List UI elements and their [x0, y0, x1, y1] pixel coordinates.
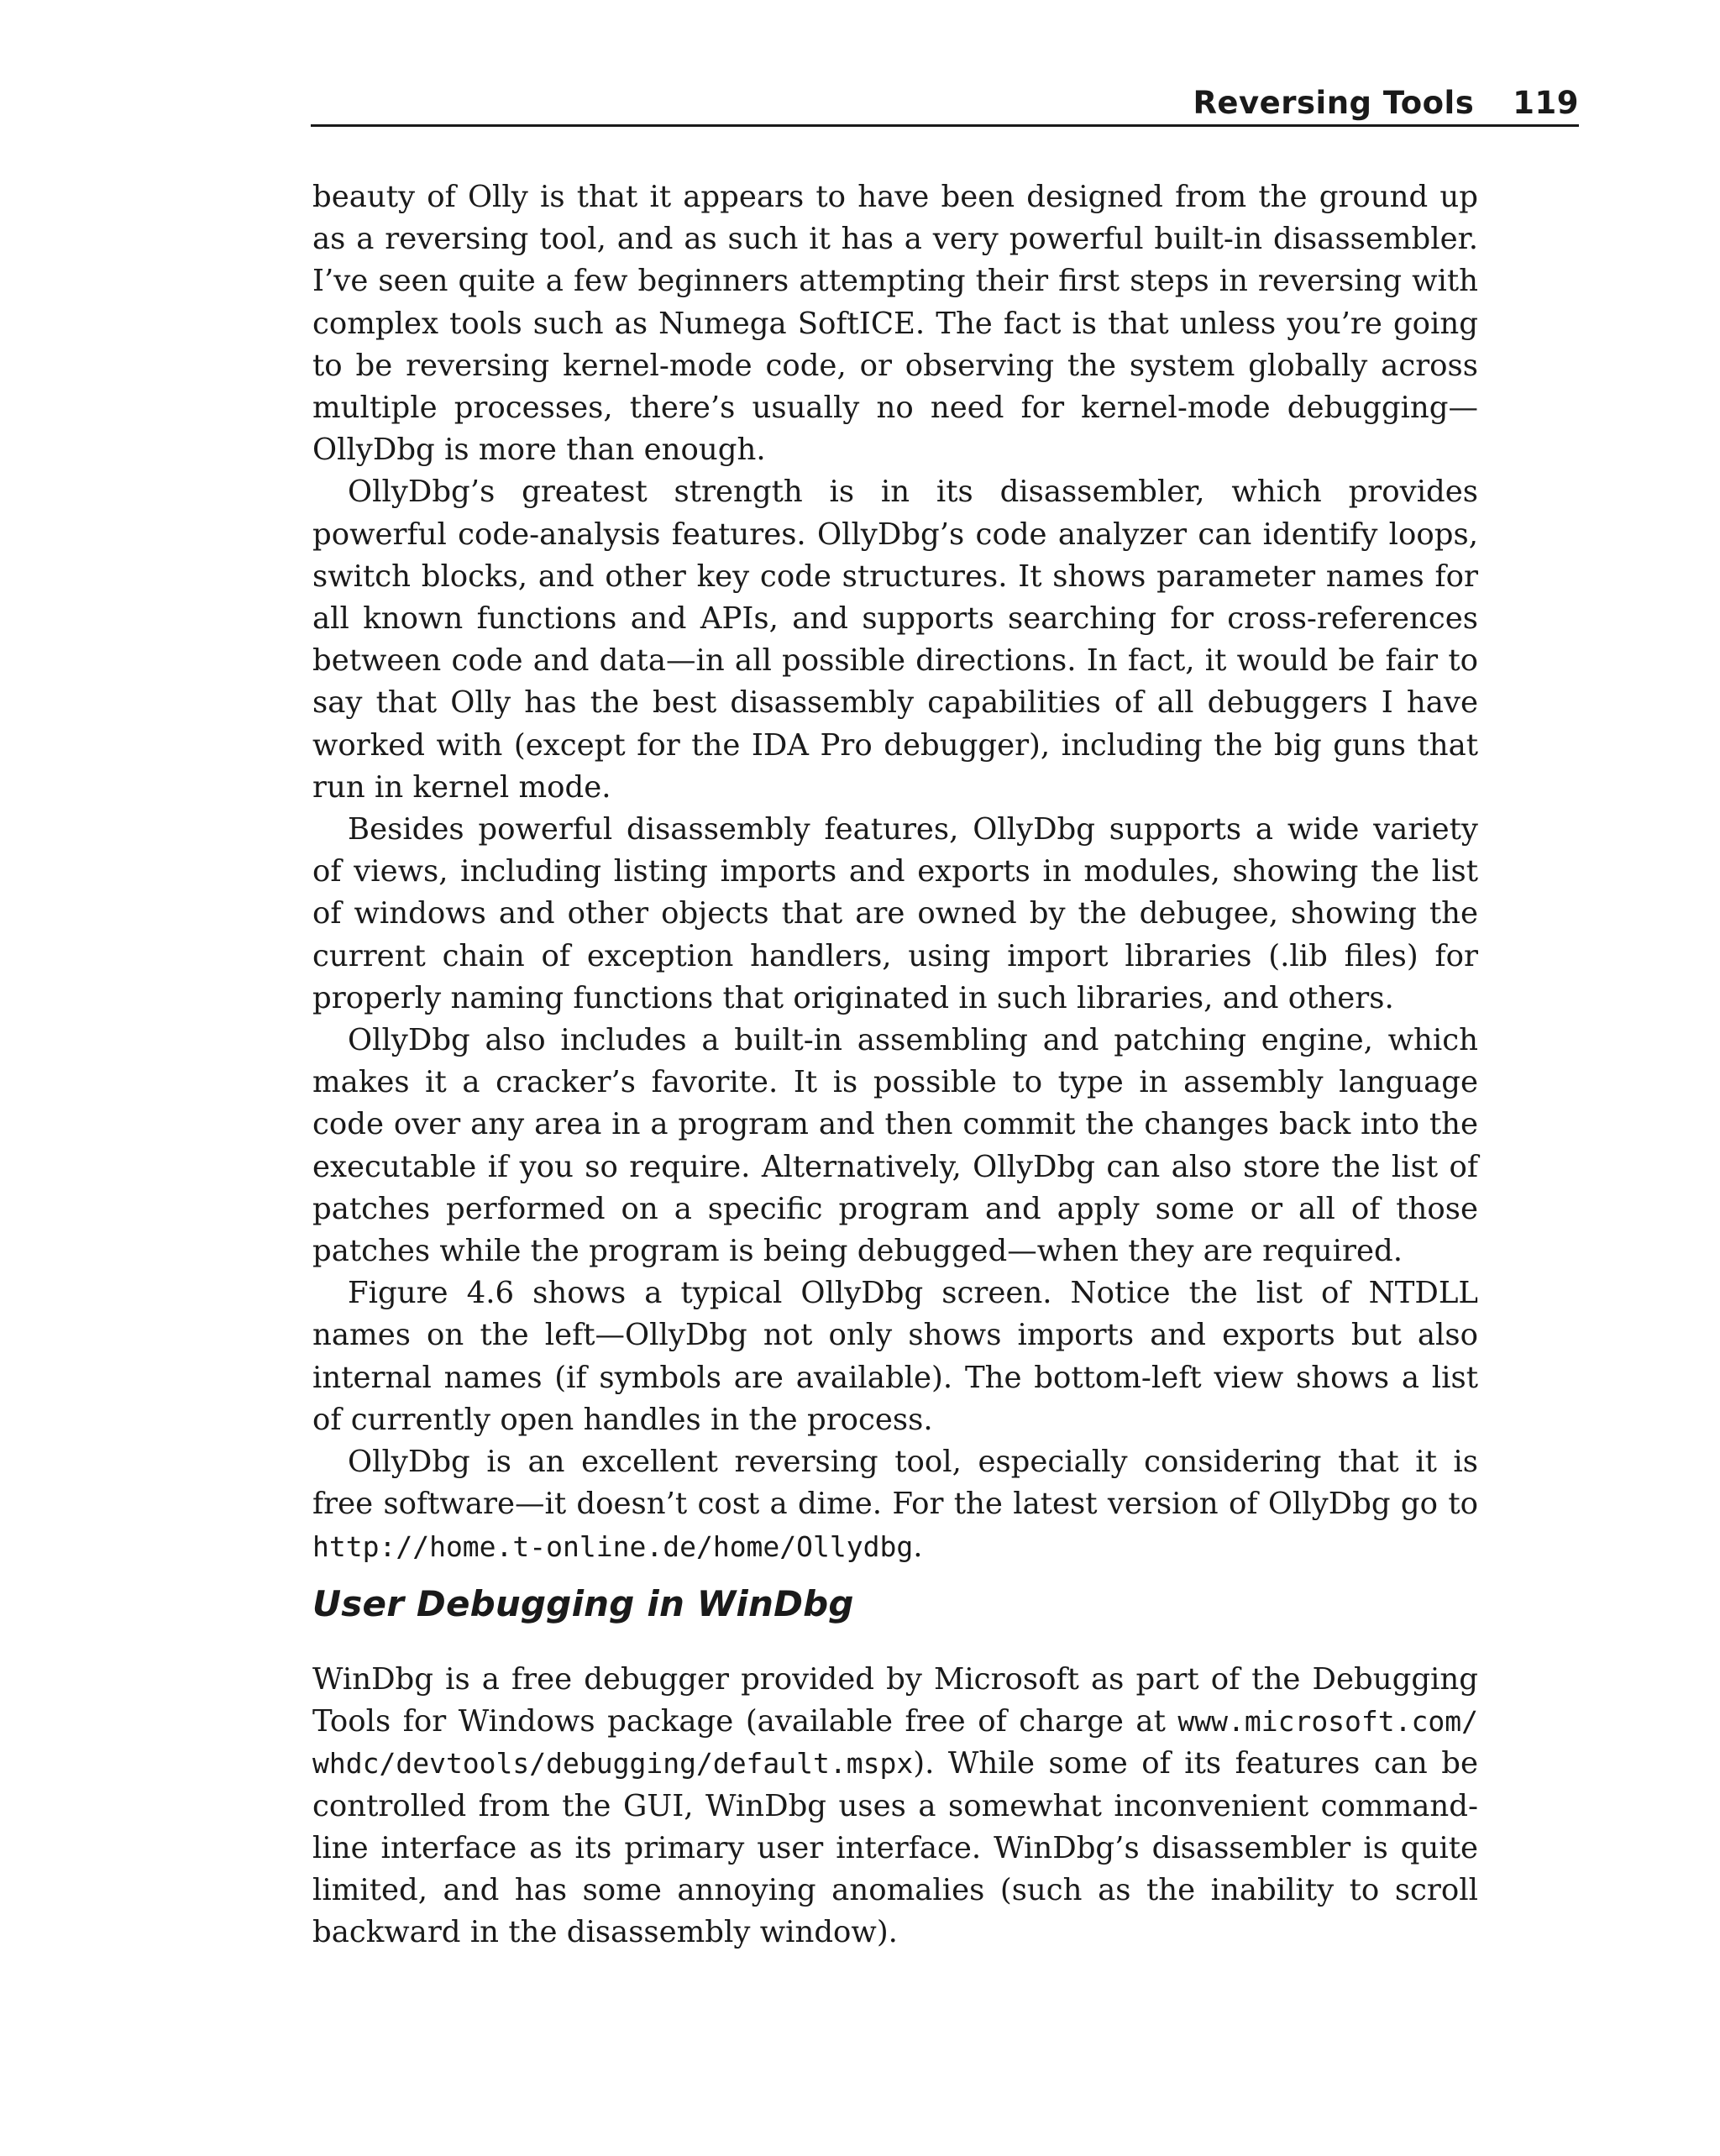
paragraph-windbg	[312, 1659, 1478, 1954]
section-heading: User Debugging in WinDbg	[312, 1583, 854, 1624]
body-text	[312, 176, 1478, 1568]
paragraph-text: .	[913, 1529, 923, 1564]
paragraph-text: OllyDbg is an excellent reversing tool, especially considering that it is free software—it doesn’t cost a dime. For the latest version of OllyDbg go to	[312, 1445, 1478, 1522]
paragraph-text: WinDbg is a free debugger provided by Microsoft as part of the Debugging Tools for Windows package (available free of charge at	[312, 1662, 1478, 1739]
paragraph-free-software	[312, 1441, 1478, 1568]
running-header	[311, 81, 1579, 127]
paragraph-views: Besides powerful disassembly features, OllyDbg supports a wide variety of views, including listing imports and exports in modules, showing the list of windows and other objects that are owned by the debugee, showing the current chain of exception handlers, using import libraries (.lib files) for properly naming functions that originated in such libraries, and others.	[312, 812, 1478, 1015]
header-page-number: 119	[1513, 84, 1579, 121]
windbg-body-text	[312, 1659, 1478, 1954]
ollydbg-url-link[interactable]: http://home.t-online.de/home/Ollydbg	[312, 1529, 914, 1563]
paragraph-disassembler: OllyDbg’s greatest strength is in its disassembler, which provides powerful code-analysis features. OllyDbg’s code analyzer can identify loops, switch blocks, and other key code structures. It shows parameter names for all known functions and APIs, and supports searching for cross-references between code and data—in all possible directions. In fact, it would be fair to say that Olly has the best disassembly capabilities of all debuggers I have worked with (except for the IDA Pro debugger), including the big guns that run in kernel mode.	[312, 475, 1478, 805]
windbg-url-link[interactable]: www.microsoft.com/ whdc/devtools/debugging/default.mspx	[312, 1705, 1478, 1781]
paragraph-text: ). While some of its features can be controlled from the GUI, WinDbg uses a somewhat inconvenient command-line interface as its primary user interface. WinDbg’s disassembler is quite limited, and has some annoying anomalies (such as the inability to scroll backward in the disassembly window).	[312, 1746, 1478, 1950]
header-section-title: Reversing Tools	[1193, 84, 1475, 121]
paragraph-figure-ref: Figure 4.6 shows a typical OllyDbg screen. Notice the list of NTDLL names on the left—OllyDbg not only shows imports and exports but also internal names (if symbols are available). The bottom-left view shows a list of currently open handles in the process.	[312, 1276, 1478, 1437]
paragraph-patching: OllyDbg also includes a built-in assembling and patching engine, which makes it a cracker’s favorite. It is possible to type in assembly language code over any area in a program and then commit the changes back into the executable if you so require. Alternatively, OllyDbg can also store the list of patches performed on a specific program and apply some or all of those patches while the program is being debugged—when they are required.	[312, 1023, 1478, 1269]
paragraph-olly-intro: beauty of Olly is that it appears to have been designed from the ground up as a reversing tool, and as such it has a very powerful built-in disassembler. I’ve seen quite a few beginners attempting their first steps in reversing with complex tools such as Numega SoftICE. The fact is that unless you’re going to be reversing kernel-mode code, or observing the system globally across multiple processes, there’s usually no need for kernel-mode debugging—OllyDbg is more than enough.	[312, 180, 1478, 468]
